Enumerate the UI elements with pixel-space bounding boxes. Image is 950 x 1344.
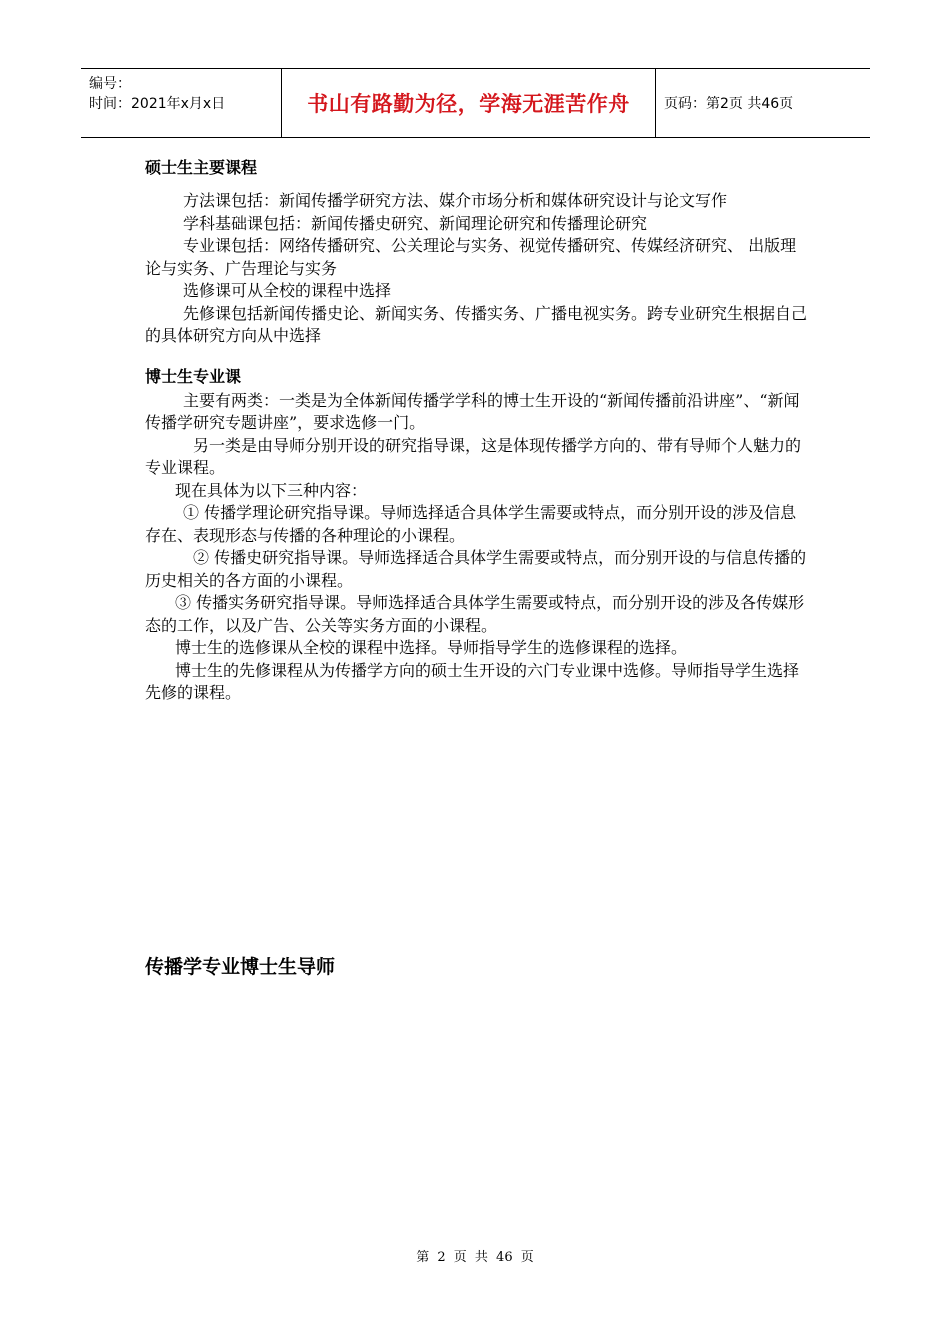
- paragraph: 主要有两类：一类是为全体新闻传播学学科的博士生开设的“新闻传播前沿讲座”、“新闻传播学研究专题讲座”，要求选修一门。: [145, 390, 800, 432]
- paragraph: 选修课可从全校的课程中选择: [183, 281, 392, 300]
- header-page-number: 页码：第2页 共46页: [664, 96, 794, 112]
- document-number: 编号：: [89, 76, 131, 92]
- page-footer: 第 2 页 共 46 页: [416, 1250, 534, 1265]
- page-header: [81, 68, 870, 138]
- header-motto-cell: [282, 69, 656, 137]
- document-time: 时间：2021年x月x日: [89, 96, 226, 112]
- paragraph: 现在具体为以下三种内容：: [175, 480, 368, 500]
- phd-courses-title: 博士生专业课: [145, 366, 242, 386]
- paragraph: ① 传播学理论研究指导课。导师选择适合具体学生需要或特点，而分别开设的涉及信息存在、表现形态与传播的各种理论的小课程。: [145, 503, 797, 545]
- paragraph: 博士生的先修课程从为传播学方向的硕士生开设的六门专业课中选修。导师指导学生选择先修的课程。: [145, 660, 800, 702]
- paragraph: 博士生的选修课从全校的课程中选择。导师指导学生的选修课程的选择。: [175, 638, 688, 657]
- paragraph: ③ 传播实务研究指导课。导师选择适合具体学生需要或特点，而分别开设的涉及各传媒形态的工作，以及广告、公关等实务方面的小课程。: [145, 593, 805, 635]
- phd-supervisors-title: 传播学专业博士生导师: [145, 956, 336, 978]
- paragraph: 另一类是由导师分别开设的研究指导课，这是体现传播学方向的、带有导师个人魅力的专业课程。: [145, 435, 802, 477]
- master-courses-title: 硕士生主要课程: [145, 158, 258, 177]
- paragraph: 学科基础课包括：新闻传播史研究、新闻理论研究和传播理论研究: [183, 213, 648, 233]
- paragraph: 专业课包括：网络传播研究、公关理论与实务、视觉传播研究、传媒经济研究、 出版理论与实务、广告理论与实务: [145, 236, 797, 278]
- paragraph: 方法课包括：新闻传播学研究方法、媒介市场分析和媒体研究设计与论文写作: [183, 191, 728, 210]
- document-body: [145, 155, 810, 705]
- paragraph: 先修课包括新闻传播史论、新闻实务、传播实务、广播电视实务。跨专业研究生根据自己的具体研究方向从中选择: [145, 303, 808, 345]
- paragraph: ② 传播史研究指导课。导师选择适合具体学生需要或特点，而分别开设的与信息传播的历史相关的各方面的小课程。: [145, 548, 807, 590]
- header-motto: 书山有路勤为径，学海无涯苦作舟: [307, 92, 630, 116]
- header-info: [81, 69, 282, 137]
- header-page-cell: [656, 69, 870, 137]
